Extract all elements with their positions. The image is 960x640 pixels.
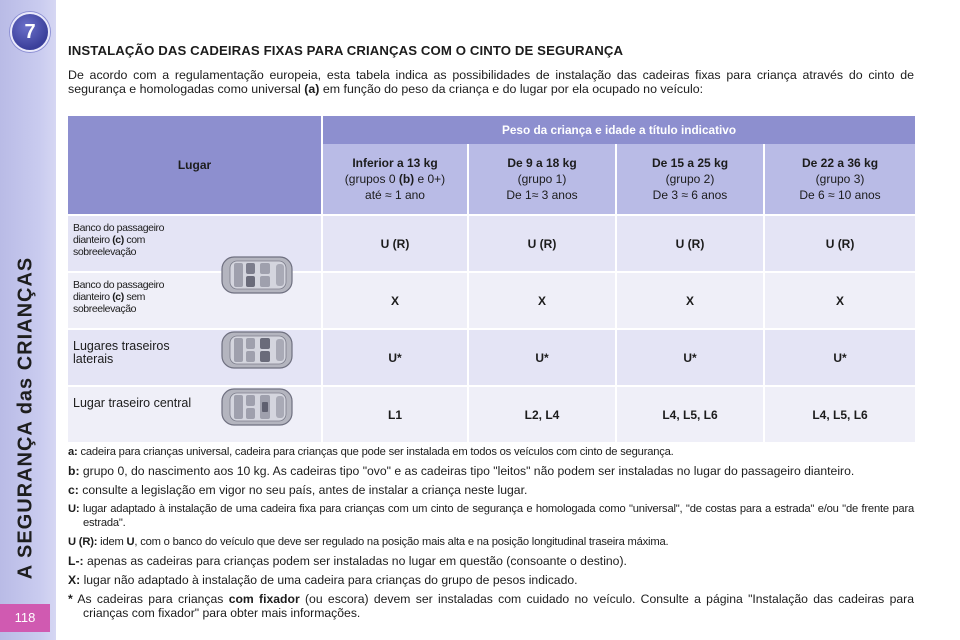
column-header	[322, 144, 468, 215]
footnote	[68, 502, 914, 530]
column-title: De 22 a 36 kg	[801, 156, 879, 170]
footnote	[68, 464, 914, 478]
intro-bold: (a)	[304, 82, 320, 96]
footnote	[68, 483, 914, 497]
footnote-text: apenas as cadeiras para crianças podem ser instaladas no lugar em questão (consoante o destino).	[83, 554, 627, 568]
footnote	[68, 535, 914, 549]
footnote-key: *	[68, 592, 73, 606]
table-row	[68, 329, 915, 386]
footnote	[68, 573, 914, 587]
footnote-text: cadeira para crianças universal, cadeira para crianças que pode ser instalada em todos os veículos com cinto de segurança.	[77, 446, 674, 458]
table-cell: U*	[468, 329, 616, 386]
table-row	[68, 272, 915, 329]
column-header	[616, 144, 764, 215]
sidebar	[0, 0, 56, 640]
table-cell: X	[322, 272, 468, 329]
footnote-key: X:	[68, 573, 81, 587]
table-row	[68, 386, 915, 442]
lugar-header: Lugar	[68, 116, 322, 215]
column-line2-bold: (b)	[398, 172, 415, 186]
car-top-view-rear-side-seats-icon	[220, 329, 294, 371]
page-number: 118	[0, 604, 50, 632]
footnote-key: b:	[68, 464, 80, 478]
column-line2: (grupo 2)	[665, 172, 715, 186]
table-row	[68, 215, 915, 272]
footnote-key: c:	[68, 483, 79, 497]
footnote	[68, 554, 914, 568]
table-cell: U (R)	[468, 215, 616, 272]
row-label-text: Banco do passageiro dianteiro	[73, 279, 165, 303]
column-title: Inferior a 13 kg	[352, 156, 438, 170]
column-title: De 15 a 25 kg	[651, 156, 729, 170]
footnote-key: U:	[68, 503, 80, 515]
footnote-bold: com fixador	[228, 592, 300, 606]
intro-text-after: em função do peso da criança e do lugar por ela ocupado no veículo:	[319, 82, 704, 96]
group-header: Peso da criança e idade a título indicativo	[322, 116, 915, 144]
table-cell: L1	[322, 386, 468, 442]
column-line3: até ≈ 1 ano	[365, 188, 425, 202]
column-line3: De 6 ≈ 10 anos	[799, 188, 881, 202]
row-label-text-after: sem sobreelevação	[73, 291, 145, 315]
row-label-text-after: com sobreelevação	[73, 234, 145, 258]
table-cell: U (R)	[322, 215, 468, 272]
car-top-view-front-seat-icon	[220, 254, 294, 296]
footnote-text: idem	[97, 536, 127, 548]
table-cell: X	[616, 272, 764, 329]
row-label: Lugares traseiros laterais	[73, 339, 170, 366]
page-title: INSTALAÇÃO DAS CADEIRAS FIXAS PARA CRIANÇAS COM O CINTO DE SEGURANÇA	[68, 43, 624, 58]
column-line2-text: (grupos 0	[344, 172, 399, 186]
table-cell: U*	[322, 329, 468, 386]
section-title: A SEGURANÇA das CRIANÇAS	[14, 256, 37, 580]
footnote-text: grupo 0, do nascimento aos 10 kg. As cadeiras tipo "ovo" e as cadeiras tipo "leitos" não podem ser instaladas no lugar do passageiro dianteiro.	[79, 464, 855, 478]
footnote-text: consulte a legislação em vigor no seu país, antes de instalar a criança neste lugar.	[78, 483, 528, 497]
footnote-text: lugar não adaptado à instalação de uma cadeira para crianças do grupo de pesos indicado.	[80, 573, 578, 587]
row-label-bold: (c)	[112, 291, 124, 303]
column-header	[468, 144, 616, 215]
child-seat-table	[68, 116, 915, 442]
footnote-text-after: (ou escora) devem ser instaladas com cuidado no veículo. Consulte a página "Instalação das cadeiras para crianças com fixador" para obter mais informações.	[83, 592, 914, 620]
table-cell: U (R)	[616, 215, 764, 272]
column-title: De 9 a 18 kg	[507, 156, 577, 170]
column-line3: De 1≈ 3 anos	[506, 188, 578, 202]
car-top-view-rear-center-seat-icon	[220, 386, 294, 428]
intro-paragraph	[68, 68, 914, 96]
footnote	[68, 592, 914, 620]
chapter-number-badge: 7	[10, 12, 50, 52]
table-cell: L2, L4	[468, 386, 616, 442]
table-cell: L4, L5, L6	[616, 386, 764, 442]
row-label-bold: (c)	[112, 234, 124, 246]
column-header	[764, 144, 915, 215]
table-cell: U*	[616, 329, 764, 386]
footnotes	[68, 445, 914, 625]
footnote-key: a:	[68, 446, 78, 458]
column-line2-text-after: e 0+)	[414, 172, 446, 186]
table-cell: U (R)	[764, 215, 915, 272]
footnote-key: L-:	[68, 554, 84, 568]
table-cell: L4, L5, L6	[764, 386, 915, 442]
row-label-text: Banco do passageiro dianteiro	[73, 222, 165, 246]
table-cell: X	[468, 272, 616, 329]
footnote-text: lugar adaptado à instalação de uma cadeira fixa para crianças com um cinto de segurança e homologada como "universal", "de costas para a estrada" e/ou "de frente para estrada".	[79, 503, 914, 529]
column-line3: De 3 ≈ 6 anos	[652, 188, 728, 202]
intro-text-before: De acordo com a regulamentação europeia, esta tabela indica as possibilidades de instalação das cadeiras fixas para criança através do cinto de segurança e homologadas como universal	[68, 68, 914, 96]
table-cell: U*	[764, 329, 915, 386]
footnote-key: U (R):	[68, 536, 98, 548]
column-line2	[345, 172, 445, 186]
row-label	[73, 279, 203, 315]
column-line2: (grupo 1)	[517, 172, 567, 186]
footnote	[68, 445, 914, 459]
footnote-text-after: , com o banco do veículo que deve ser regulado na posição mais alta e na posição longitudinal traseira máxima.	[134, 536, 669, 548]
footnote-text: As cadeiras para crianças	[72, 592, 229, 606]
footnote-bold: U	[126, 536, 135, 548]
column-line2: (grupo 3)	[815, 172, 865, 186]
row-label	[73, 222, 203, 258]
row-label: Lugar traseiro central	[73, 396, 192, 410]
table-cell: X	[764, 272, 915, 329]
